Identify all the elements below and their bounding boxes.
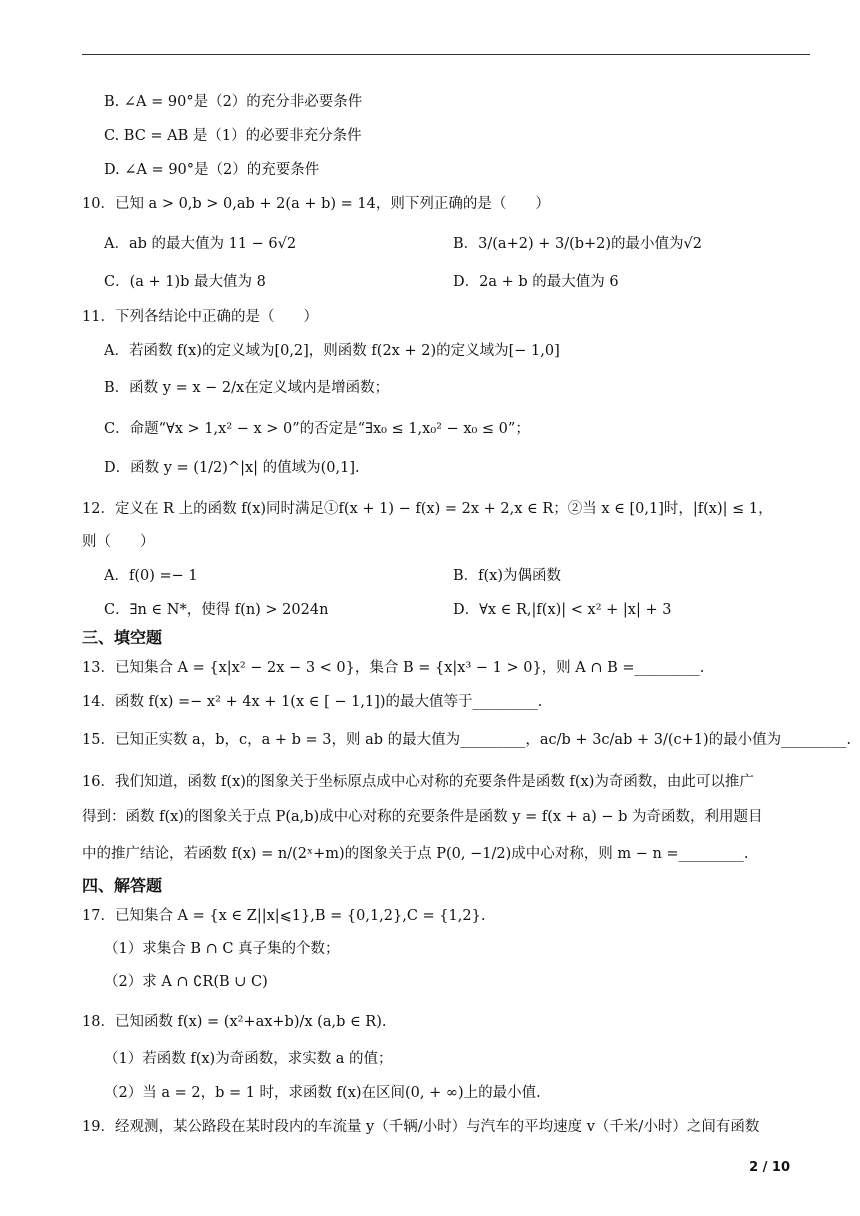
question-12: 12．定义在 R 上的函数 f(x)同时满足①f(x + 1) − f(x) = 2x + 2,x ∈ R；②当 x ∈ [0,1]时，|f(x)| ≤ 1， <box>82 501 773 517</box>
question-19: 19．经观测，某公路段在某时段内的车流量 y（千辆/小时）与汽车的平均速度 v（千米/小时）之间有函数 <box>82 1119 760 1135</box>
option-12b: B．f(x)为偶函数 <box>453 568 562 584</box>
question-17-part2: （2）求 A ∩ ∁R(B ∪ C) <box>104 974 268 990</box>
question-11: 11．下列各结论中正确的是（ ） <box>82 309 318 325</box>
question-16-line3: 中的推广结论，若函数 f(x) = n/(2ˣ+m)的图象关于点 P(0, −1/2)成中心对称，则 m − n =_________. <box>82 846 749 862</box>
question-17-part1: （1）求集合 B ∩ C 真子集的个数； <box>104 941 340 957</box>
option-11b: B．函数 y = x − 2/x在定义域内是增函数； <box>104 380 390 396</box>
question-18: 18．已知函数 f(x) = (x²+ax+b)/x (a,b ∈ R). <box>82 1014 387 1030</box>
question-12-cont: 则（ ） <box>82 534 155 550</box>
page-number: 2 / 10 <box>749 1160 790 1175</box>
option-11d: D．函数 y = (1/2)^|x| 的值域为(0,1]. <box>104 460 360 476</box>
option-12c: C．∃n ∈ N*，使得 f(n) > 2024n <box>104 602 329 618</box>
question-16-line2: 得到：函数 f(x)的图象关于点 P(a,b)成中心对称的充要条件是函数 y = f(x + a) − b 为奇函数，利用题目 <box>82 809 763 825</box>
option-10c: C．(a + 1)b 最大值为 8 <box>104 274 266 290</box>
question-18-part1: （1）若函数 f(x)为奇函数，求实数 a 的值； <box>104 1051 393 1067</box>
question-10: 10．已知 a > 0,b > 0,ab + 2(a + b) = 14，则下列正确的是（ ） <box>82 196 550 212</box>
question-13: 13．已知集合 A = {x|x² − 2x − 3 < 0}，集合 B = {x|x³ − 1 > 0}，则 A ∩ B =_________. <box>82 660 705 676</box>
question-17: 17．已知集合 A = {x ∈ Z||x|⩽1},B = {0,1,2},C = {1,2}. <box>82 908 486 924</box>
question-15: 15．已知正实数 a，b，c，a + b = 3，则 ab 的最大值为_________，ac/b + 3c/ab + 3/(c+1)的最小值为_________. <box>82 732 851 748</box>
header-rule <box>82 54 810 55</box>
option-9d: D. ∠A = 90°是（2）的充要条件 <box>104 162 320 178</box>
option-10d: D．2a + b 的最大值为 6 <box>453 274 619 290</box>
option-9c: C. BC = AB 是（1）的必要非充分条件 <box>104 128 362 144</box>
option-12d: D．∀x ∈ R,|f(x)| < x² + |x| + 3 <box>453 602 672 618</box>
question-18-part2: （2）当 a = 2，b = 1 时，求函数 f(x)在区间(0, + ∞)上的最小值. <box>104 1085 541 1101</box>
option-11a: A．若函数 f(x)的定义域为[0,2]，则函数 f(2x + 2)的定义域为[− 1,0] <box>104 343 560 359</box>
option-10b: B．3/(a+2) + 3/(b+2)的最小值为√2 <box>453 236 703 252</box>
section-fill-in: 三、填空题 <box>82 628 163 647</box>
option-11c: C．命题“∀x > 1,x² − x > 0”的否定是“∃x₀ ≤ 1,x₀² − x₀ ≤ 0”； <box>104 421 530 437</box>
option-10a: A．ab 的最大值为 11 − 6√2 <box>104 236 297 252</box>
question-16: 16．我们知道，函数 f(x)的图象关于坐标原点成中心对称的充要条件是函数 f(x)为奇函数，由此可以推广 <box>82 774 754 790</box>
option-9b: B. ∠A = 90°是（2）的充分非必要条件 <box>104 94 363 110</box>
question-14: 14．函数 f(x) =− x² + 4x + 1(x ∈ [ − 1,1])的最大值等于_________. <box>82 694 543 710</box>
section-solve: 四、解答题 <box>82 876 163 895</box>
option-12a: A．f(0) =− 1 <box>104 568 198 584</box>
